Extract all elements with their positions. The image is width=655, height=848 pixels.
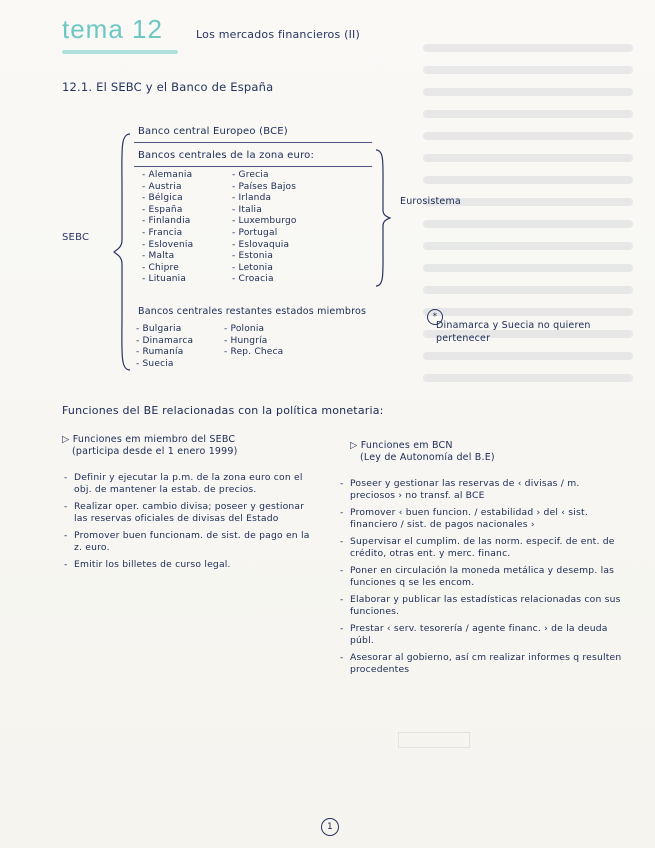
- section-heading: 12.1. El SEBC y el Banco de España: [62, 80, 274, 94]
- left-header-subline: (participa desde el 1 enero 1999): [72, 446, 238, 457]
- list-item: - Supervisar el cumplim. de las norm. especif. de ent. de crédito, otras ent. y merc. financ.: [340, 536, 625, 559]
- list-item: - Definir y ejecutar la p.m. de la zona euro con el obj. de mantener la estab. de precios.: [64, 472, 314, 495]
- left-header-line: ▷ Funciones em miembro del SEBC: [62, 434, 236, 445]
- left-brace-icon: [112, 132, 132, 372]
- list-item: - Grecia: [232, 170, 297, 182]
- list-item: - Malta: [142, 251, 193, 263]
- list-item: - Luxemburgo: [232, 216, 297, 228]
- list-item: - Portugal: [232, 228, 297, 240]
- euro-list-b: [232, 170, 297, 286]
- divider: [134, 142, 372, 143]
- right-brace-icon: [374, 148, 392, 288]
- list-item: - Alemania: [142, 170, 193, 182]
- rest-members-heading: Bancos centrales restantes estados miembros: [138, 306, 367, 317]
- list-item: - Rep. Checa: [224, 347, 283, 359]
- list-item: - Finlandia: [142, 216, 193, 228]
- list-item: - Lituania: [142, 274, 193, 286]
- page-subtitle: Los mercados financieros (II): [196, 28, 360, 41]
- right-header-line: ▷ Funciones em BCN: [350, 440, 453, 451]
- list-item: - Austria: [142, 182, 193, 194]
- right-column-header: [350, 440, 495, 464]
- list-item: - Realizar oper. cambio divisa; poseer y gestionar las reservas oficiales de divisas del Estado: [64, 501, 314, 524]
- list-item: - Irlanda: [232, 193, 297, 205]
- rest-list-b: [224, 324, 283, 359]
- sebc-label: SEBC: [62, 232, 90, 243]
- asterisk-icon: *: [427, 309, 443, 325]
- list-item: - Emitir los billetes de curso legal.: [64, 559, 314, 571]
- list-item: - Poner en circulación la moneda metálica y desemp. las funciones q se les encom.: [340, 565, 625, 588]
- list-item: - España: [142, 205, 193, 217]
- list-item: - Prestar ‹ serv. tesorería / agente financ. › de la deuda públ.: [340, 623, 625, 646]
- left-functions-list: [64, 472, 314, 577]
- list-item: - Chipre: [142, 263, 193, 275]
- bleed-through-text: [423, 30, 633, 450]
- list-item: - Elaborar y publicar las estadísticas relacionadas con sus funciones.: [340, 594, 625, 617]
- right-header-subline: (Ley de Autonomía del B.E): [360, 452, 495, 463]
- list-item: - Dinamarca: [136, 336, 193, 348]
- tape-mark: [398, 732, 470, 748]
- list-item: - Asesorar al gobierno, así cm realizar informes q resulten procedentes: [340, 652, 625, 675]
- functions-heading: Funciones del BE relacionadas con la política monetaria:: [62, 404, 384, 417]
- list-item: - Países Bajos: [232, 182, 297, 194]
- list-item: - Bélgica: [142, 193, 193, 205]
- list-item: - Eslovenia: [142, 240, 193, 252]
- list-item: - Promover buen funcionam. de sist. de pago en la z. euro.: [64, 530, 314, 553]
- list-item: - Francia: [142, 228, 193, 240]
- list-item: - Poseer y gestionar las reservas de ‹ divisas / m. preciosos › no transf. al BCE: [340, 478, 625, 501]
- list-item: - Eslovaquia: [232, 240, 297, 252]
- page-number: 1: [321, 818, 339, 836]
- list-item: - Italia: [232, 205, 297, 217]
- list-item: - Estonia: [232, 251, 297, 263]
- left-column-header: [62, 434, 238, 458]
- list-item: - Hungría: [224, 336, 283, 348]
- title-highlight: [62, 50, 178, 54]
- bce-entry: Banco central Europeo (BCE): [138, 126, 288, 137]
- list-item: - Rumanía: [136, 347, 193, 359]
- list-item: - Suecia: [136, 359, 193, 371]
- page-title: tema 12: [62, 14, 163, 44]
- divider: [134, 166, 372, 167]
- eurosistema-label: Eurosistema: [400, 196, 461, 207]
- rest-list-a: [136, 324, 193, 370]
- list-item: - Letonia: [232, 263, 297, 275]
- euro-zone-heading: Bancos centrales de la zona euro:: [138, 150, 315, 161]
- list-item: - Polonia: [224, 324, 283, 336]
- euro-list-a: [142, 170, 193, 286]
- right-functions-list: [340, 478, 625, 681]
- list-item: - Bulgaria: [136, 324, 193, 336]
- list-item: - Croacia: [232, 274, 297, 286]
- list-item: - Promover ‹ buen funcion. / estabilidad › del ‹ sist. financiero / sist. de pagos nacionales ›: [340, 507, 625, 530]
- membership-note: Dinamarca y Suecia no quieren pertenecer: [436, 320, 591, 344]
